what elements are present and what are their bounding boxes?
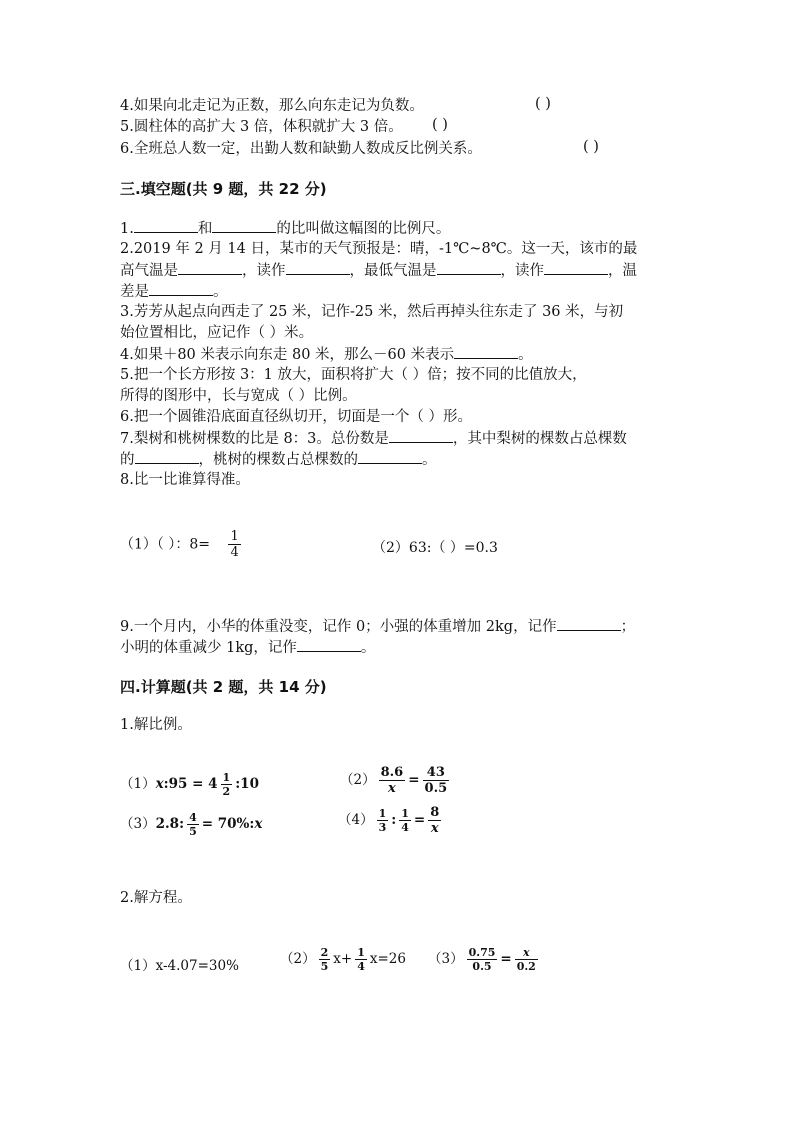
fill-q9-line2 (120, 637, 375, 658)
fill-q2-line3 (120, 281, 228, 302)
fill-q2-line2 (120, 260, 637, 281)
fraction (399, 808, 411, 833)
judge-q5 (120, 117, 403, 137)
answer-blank[interactable] (134, 218, 198, 233)
answer-blank[interactable] (557, 616, 621, 631)
fill-q8-part2: （2）63:（ ）=0.3 (372, 540, 498, 556)
calc-q1-eq2 (340, 766, 452, 795)
fraction-denominator: 0.5 (424, 781, 448, 796)
calc-q2-title: 2.解方程。 (120, 890, 192, 906)
calc-q1-eq4 (338, 806, 444, 835)
answer-blank[interactable] (389, 428, 453, 443)
fraction-denominator: 4 (357, 960, 365, 973)
fill-q8-title: 8.比一比谁算得准。 (120, 472, 250, 488)
judge-q6 (120, 139, 482, 159)
judge-q5-text: 5.圆柱体的高扩大 3 倍，体积就扩大 3 倍。 (120, 119, 403, 135)
fill-q1-text: 的比叫做这幅图的比例尺。 (276, 221, 451, 237)
fill-q7-text-e: 。 (422, 452, 437, 468)
answer-blank[interactable] (358, 449, 422, 464)
fill-q4-text: 4.如果＋80 米表示向东走 80 米，那么－60 米表示 (120, 347, 455, 363)
answer-blank[interactable] (149, 281, 213, 296)
fill-q2-text-a: 高气温是 (120, 263, 178, 279)
eq-label: （2） (280, 951, 316, 967)
fraction (423, 766, 450, 795)
fraction-denominator: 0.2 (516, 960, 536, 973)
fill-q2-text-g: 。 (213, 284, 228, 300)
variable-x: x (254, 816, 263, 832)
calc-q2-eq1: （1）x-4.07=30% (120, 958, 239, 974)
fill-q1 (120, 218, 450, 239)
fraction-denominator: x (379, 780, 406, 795)
fraction (319, 947, 331, 972)
fraction-denominator: 4 (401, 821, 409, 834)
judge-q4 (120, 96, 424, 116)
answer-blank[interactable] (286, 260, 350, 275)
answer-blank[interactable] (437, 260, 501, 275)
fill-q2-line1: 2.2019 年 2 月 14 日，某市的天气预报是：晴，-1℃~8℃。这一天，该市的最 (120, 241, 638, 257)
eq-label: （1） (120, 776, 156, 792)
fill-q9-text-c: 小明的体重减少 1kg，记作 (120, 640, 297, 656)
fill-q7-text-b: ，其中梨树的棵数占总棵数 (452, 431, 627, 447)
fraction-numerator: 1 (230, 529, 239, 544)
fill-q9-text-d: 。 (360, 640, 376, 656)
eq-label: （3） (428, 951, 464, 967)
answer-blank[interactable] (212, 218, 276, 233)
fill-q2-text-c: ，最低气温是 (349, 263, 437, 279)
fraction-numerator: 0.75 (468, 946, 496, 959)
calc-q2-eq2 (280, 947, 406, 972)
judge-q4-text: 4.如果向北走记为正数，那么向东走记为负数。 (120, 98, 424, 114)
eq-text: x=26 (369, 951, 406, 967)
variable-x: x (155, 776, 164, 792)
fill-q4 (120, 344, 533, 365)
fraction-denominator: 5 (320, 960, 329, 973)
calc-q1-eq3 (120, 812, 262, 837)
calc-q1-title: 1.解比例。 (120, 717, 192, 733)
eq-text: :10 (235, 776, 259, 792)
fill-q2-text-d: ，读作 (500, 263, 544, 279)
eq-sign: : (391, 812, 397, 828)
fill-q7-text-a: 7.梨树和桃树棵数的比是 8：3。总份数是 (120, 431, 389, 447)
eq-text: = 70%: (201, 816, 255, 832)
fraction-numerator: 1 (357, 946, 365, 959)
fraction-numerator: 4 (189, 811, 197, 824)
fraction (428, 806, 441, 835)
fill-q9-text-a: 9.一个月内，小华的体重没变，记作 0；小强的体重增加 2kg，记作 (120, 619, 557, 635)
fill-heading: 三.填空题(共 9 题，共 22 分) (120, 180, 327, 198)
eq-text: x+ (333, 951, 353, 967)
fill-q7-text-c: 的 (120, 452, 135, 468)
fill-q3-line2: 始位置相比，应记作（ ）米。 (120, 325, 314, 341)
fraction-denominator: x (428, 820, 441, 835)
answer-blank[interactable] (544, 260, 608, 275)
fill-q2-text-e: ，温 (608, 263, 637, 279)
fraction-denominator: 5 (189, 825, 197, 838)
judge-q5-answer[interactable]: ( ) (432, 117, 448, 133)
fill-q9-text-b: ； (620, 619, 636, 635)
fraction-denominator: 0.5 (467, 959, 498, 972)
eq-sign: = (413, 812, 426, 828)
fill-q1-and: 和 (197, 221, 213, 237)
fill-q5-line1: 5.把一个长方形按 3：1 放大，面积将扩大（ ）倍；按不同的比值放大， (120, 367, 587, 383)
fraction-numerator: 1 (222, 771, 231, 784)
answer-blank[interactable] (135, 449, 199, 464)
eq-sign: = (408, 772, 420, 788)
judge-q6-answer[interactable]: ( ) (583, 139, 599, 155)
eq-label: （4） (338, 812, 374, 828)
answer-blank[interactable] (178, 260, 242, 275)
fill-q1-num: 1. (120, 221, 134, 237)
fraction-numerator: 1 (378, 807, 387, 820)
eq-label: （2） (340, 772, 376, 788)
fill-q2-text-b: ，读作 (242, 263, 286, 279)
fill-q8-part1-text: （1）（ ）：8= (120, 536, 210, 553)
eq-sign: = (500, 951, 512, 967)
fill-q2-text-f: 差是 (120, 284, 149, 300)
fraction (515, 947, 538, 972)
eq-text: :95 = 4 (163, 776, 218, 792)
fill-q4-end: 。 (518, 347, 533, 363)
fraction-numerator: 43 (426, 765, 445, 780)
fill-q3-line1: 3.芳芳从起点向西走了 25 米，记作-25 米，然后再掉头往东走了 36 米，与初 (120, 304, 624, 320)
fill-q5-line2: 所得的图形中，长与宽成（ ）比例。 (120, 388, 357, 404)
fill-q9-line1 (120, 616, 635, 637)
fraction-numerator: 2 (320, 946, 329, 959)
fraction (187, 812, 199, 837)
fill-q7-text-d: ，桃树的棵数占总棵数的 (198, 452, 358, 468)
fill-q7-line2 (120, 449, 437, 470)
fraction-numerator: 1 (401, 807, 409, 820)
fill-q7-line1 (120, 428, 627, 449)
fraction (355, 947, 367, 972)
fill-q6: 6.把一个圆锥沿底面直径纵切开，切面是一个（ ）形。 (120, 409, 472, 425)
eq-text: 2.8: (155, 816, 185, 832)
calc-q2-eq3 (428, 947, 541, 972)
fraction-denominator: 2 (222, 785, 231, 798)
judge-q4-answer[interactable]: ( ) (535, 96, 551, 112)
fraction (228, 530, 240, 559)
fraction-numerator: 8.6 (380, 765, 404, 780)
fraction (467, 947, 498, 972)
fraction-denominator: 3 (378, 821, 387, 834)
judge-q6-text: 6.全班总人数一定，出勤人数和缺勤人数成反比例关系。 (120, 141, 482, 157)
fraction-denominator: 4 (230, 545, 239, 560)
calc-heading: 四.计算题(共 2 题，共 14 分) (120, 678, 327, 696)
fraction-numerator: 8 (430, 805, 440, 820)
eq-label: （3） (120, 816, 156, 832)
calc-q1-eq1 (120, 772, 259, 797)
fraction (377, 808, 389, 833)
fraction-numerator: x (522, 946, 530, 959)
fraction (221, 772, 233, 797)
answer-blank[interactable] (297, 637, 361, 652)
answer-blank[interactable] (454, 344, 518, 359)
fraction (379, 766, 406, 795)
fill-q8-part1 (120, 530, 244, 559)
